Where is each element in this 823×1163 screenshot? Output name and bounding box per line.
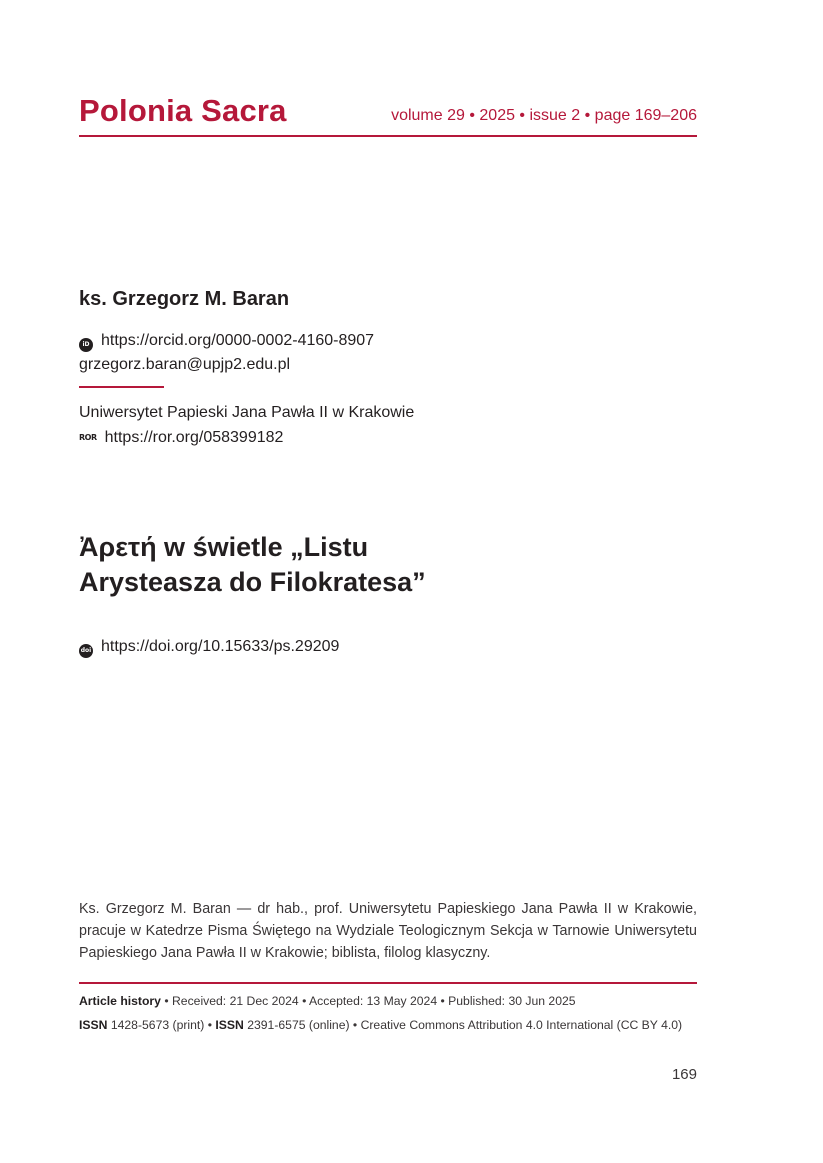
author-divider [79,386,164,388]
orcid-line [79,332,374,352]
ror-line [79,429,283,447]
orcid-icon: iD [79,338,93,352]
author-bio: Ks. Grzegorz M. Baran — dr hab., prof. Uniwersytetu Papieskiego Jana Pawła II w Krakowie, pracuje w Katedrze Pisma Świętego na Wydziale Teologicznym Sekcja w Tarnowie Uniwersytetu Papieskiego Jana Pawła II w Krakowie; biblista, filolog klasyczny. [79,901,697,961]
doi-link[interactable]: https://doi.org/10.15633/ps.29209 [101,638,340,655]
ror-icon: ROR [79,433,97,442]
article-title-line-2: Arysteasza do Filokratesa” [79,567,426,597]
page-number: 169 [671,1066,697,1083]
orcid-link[interactable]: https://orcid.org/0000-0002-4160-8907 [101,332,375,349]
author-name: ks. Grzegorz M. Baran [79,288,290,310]
article-history-dates: • Received: 21 Dec 2024 • Accepted: 13 May 2024 • Published: 30 Jun 2025 [160,994,576,1008]
journal-title: Polonia Sacra [79,93,287,128]
affiliation: Uniwersytet Papieski Jana Pawła II w Krakowie [79,404,415,421]
doi-icon: doi [79,644,93,658]
doi-line [79,638,339,658]
issue-info: volume 29 • 2025 • issue 2 • page 169–206 [391,107,697,124]
article-title [79,530,639,600]
footer-divider [79,982,697,984]
ror-link[interactable]: https://ror.org/058399182 [104,429,284,446]
issn-label-online: ISSN [215,1018,244,1032]
issn-line [79,1018,682,1032]
article-history [79,994,576,1008]
article-title-line-1: Ἀρετή w świetle „Listu [79,532,369,562]
article-history-label: Article history [79,994,161,1008]
issn-online-license: 2391-6575 (online) • Creative Commons Attribution 4.0 International (CC BY 4.0) [243,1018,683,1032]
author-email[interactable]: grzegorz.baran@upjp2.edu.pl [79,356,291,373]
header-divider [79,135,697,137]
issn-print: 1428-5673 (print) • [107,1018,216,1032]
issn-label-print: ISSN [79,1018,108,1032]
